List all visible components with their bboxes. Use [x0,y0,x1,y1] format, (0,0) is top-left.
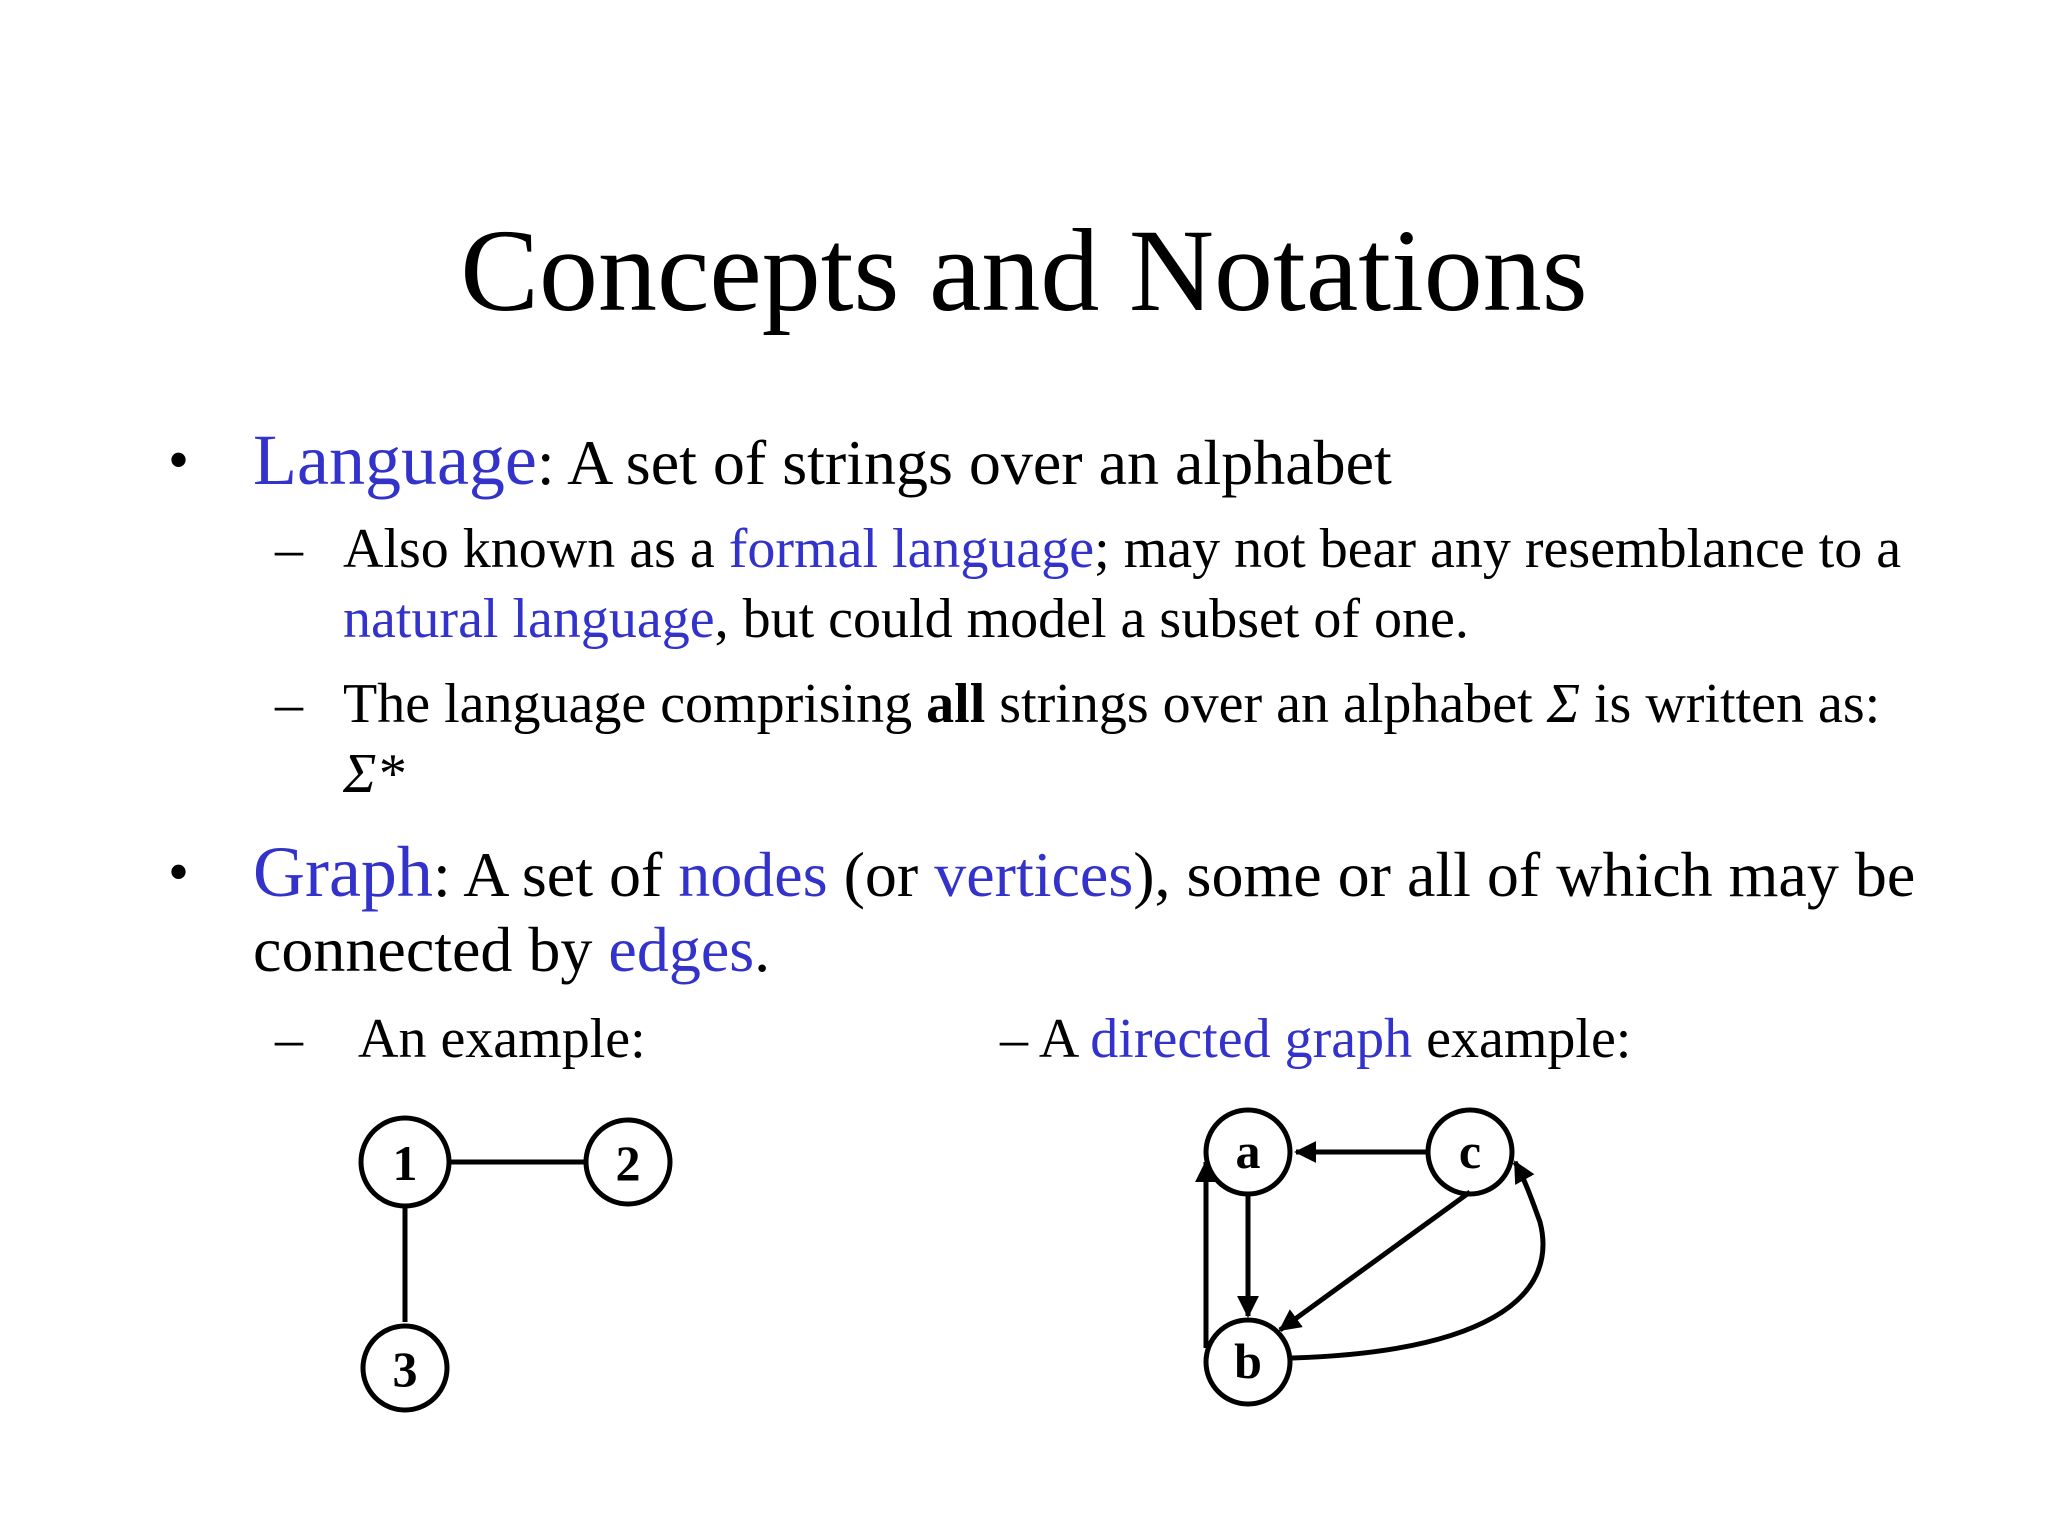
edge-c-b [1280,1192,1470,1330]
node-a-label: a [1235,1123,1261,1179]
formal-text-3: , but could model a subset of one. [714,588,1469,650]
language-term: Language [253,420,537,500]
sigma-star-notation: Σ* [343,743,405,805]
graph-term: Graph [253,832,433,912]
sigma-symbol: Σ [1546,673,1580,735]
dash-icon: – [275,673,303,735]
sigma-text-1: The language comprising [343,673,927,735]
formal-language-term: formal language [728,518,1095,580]
formal-text-2: ; may not bear any resemblance to a [1094,518,1902,580]
graph-text-1: : A set of [432,839,679,910]
slide-title: Concepts and Notations [460,205,1588,336]
node-c-label: c [1458,1123,1482,1179]
edge-b-c [1292,1162,1543,1358]
vertices-term: vertices [934,839,1134,910]
node-2-label: 2 [615,1135,641,1191]
graph-text-2: (or [827,839,935,910]
all-bold-text: all [926,673,986,735]
language-definition: : A set of strings over an alphabet [536,427,1392,498]
node-1-label: 1 [392,1135,418,1191]
dash-icon: – [275,518,303,580]
sigma-text-3: is written as: [1579,673,1881,735]
node-3-label: 3 [392,1341,418,1397]
sigma-text-2: strings over an alphabet [985,673,1547,735]
directed-text-2: example: [1412,1008,1632,1070]
directed-text-1: – A [1000,1008,1091,1070]
graph-text-5: . [754,914,771,985]
undirected-example-label: An example: [358,1008,646,1070]
formal-text-1: Also known as a [343,518,729,580]
graph-text-3: ), some or all of which may be [1133,839,1916,910]
dash-icon: – [275,1008,303,1070]
bullet-icon: • [168,427,190,493]
nodes-term: nodes [678,839,828,910]
edges-term: edges [608,914,755,985]
node-b-label: b [1234,1333,1262,1389]
directed-graph-term: directed graph [1090,1008,1413,1070]
bullet-icon: • [168,839,190,905]
natural-language-term: natural language [343,588,715,650]
graph-text-4: connected by [253,914,609,985]
